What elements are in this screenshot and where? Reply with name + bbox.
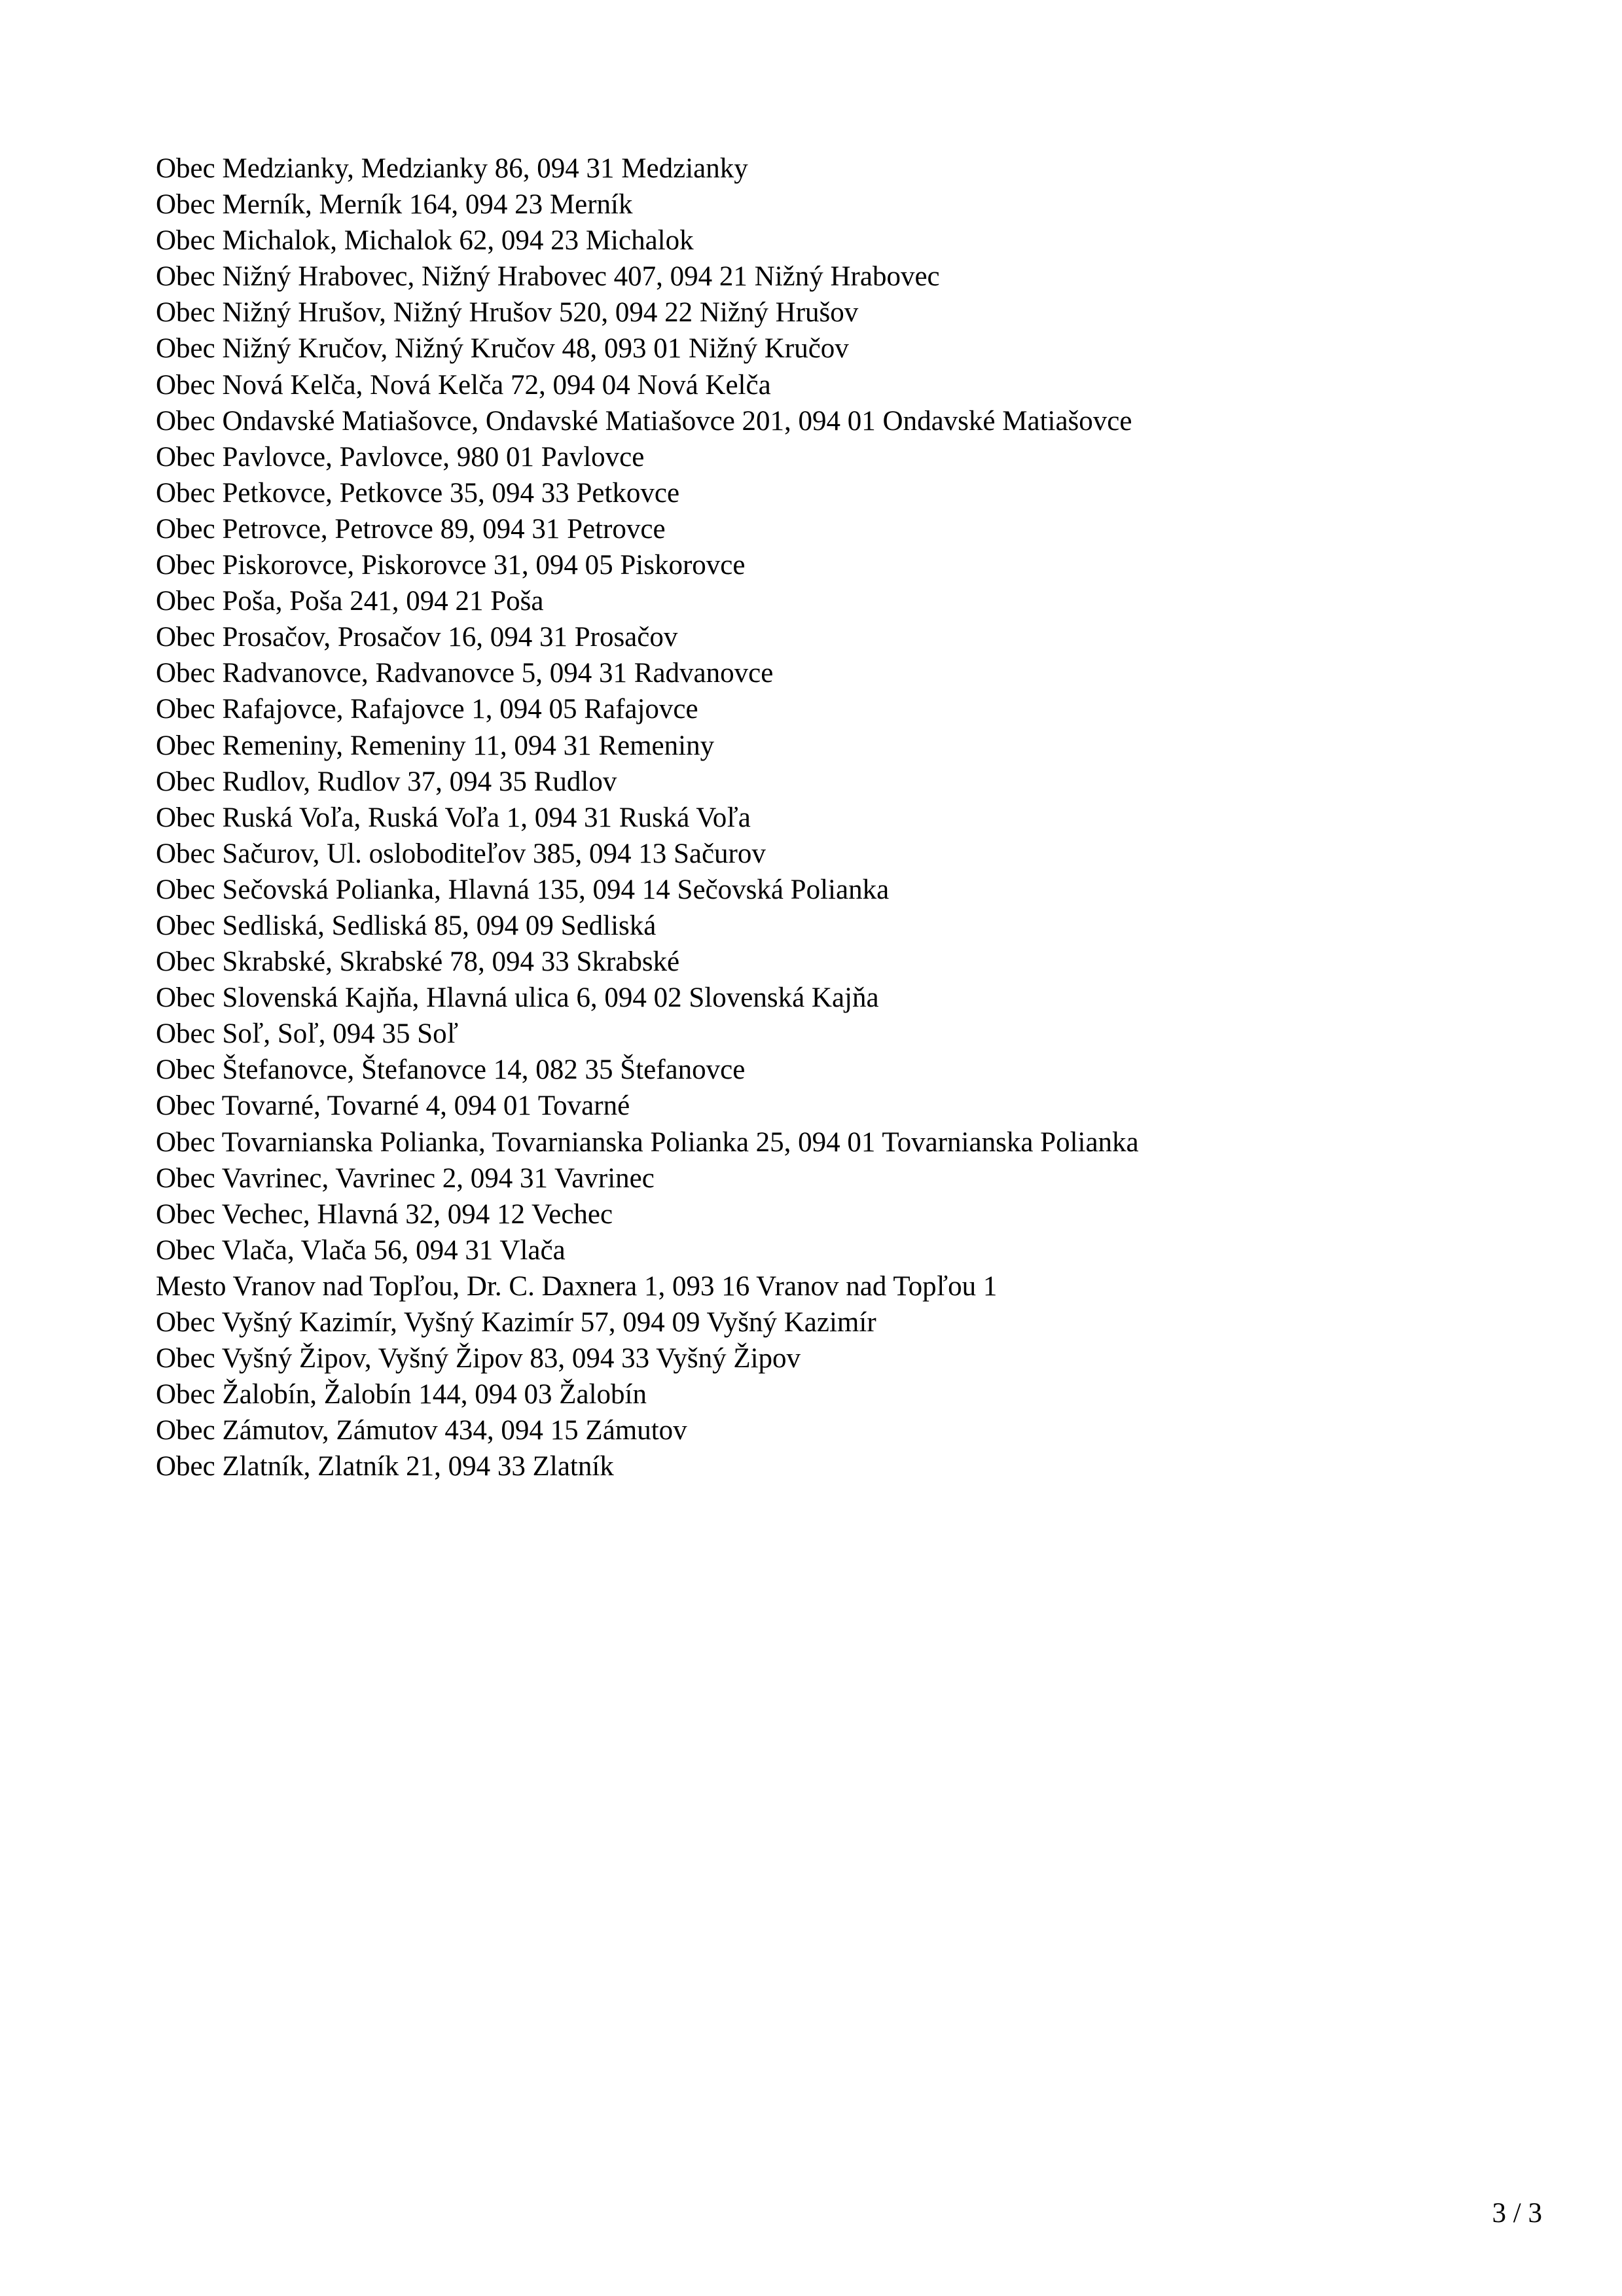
address-entry: Obec Pavlovce, Pavlovce, 980 01 Pavlovce — [156, 441, 645, 473]
address-entry: Obec Nová Kelča, Nová Kelča 72, 094 04 Nová Kelča — [156, 369, 771, 401]
address-entry: Obec Žalobín, Žalobín 144, 094 03 Žalobín — [156, 1379, 647, 1410]
address-entry: Obec Radvanovce, Radvanovce 5, 094 31 Radvanovce — [156, 658, 774, 689]
address-entry: Obec Michalok, Michalok 62, 094 23 Michalok — [156, 225, 694, 257]
address-entry: Obec Sedliská, Sedliská 85, 094 09 Sedliská — [156, 910, 657, 941]
address-entry: Obec Petrovce, Petrovce 89, 094 31 Petrovce — [156, 513, 666, 545]
address-entry: Obec Ruská Voľa, Ruská Voľa 1, 094 31 Ruská Voľa — [156, 802, 751, 833]
address-entry: Mesto Vranov nad Topľou, Dr. C. Daxnera 1, 093 16 Vranov nad Topľou 1 — [156, 1270, 998, 1302]
address-entry: Obec Medzianky, Medzianky 86, 094 31 Medzianky — [156, 153, 748, 184]
address-entry: Obec Nižný Hrabovec, Nižný Hrabovec 407, 094 21 Nižný Hrabovec — [156, 261, 940, 293]
address-entry: Obec Sečovská Polianka, Hlavná 135, 094 14 Sečovská Polianka — [156, 874, 890, 905]
address-entry: Obec Ondavské Matiašovce, Ondavské Matiašovce 201, 094 01 Ondavské Matiašovce — [156, 405, 1132, 437]
address-entry: Obec Slovenská Kajňa, Hlavná ulica 6, 094 02 Slovenská Kajňa — [156, 982, 879, 1014]
address-entry: Obec Štefanovce, Štefanovce 14, 082 35 Štefanovce — [156, 1054, 746, 1086]
page-number: 3 / 3 — [1492, 2198, 1542, 2229]
address-entry: Obec Sačurov, Ul. osloboditeľov 385, 094 13 Sačurov — [156, 838, 766, 869]
address-entry: Obec Rudlov, Rudlov 37, 094 35 Rudlov — [156, 766, 617, 797]
address-entry: Obec Merník, Merník 164, 094 23 Merník — [156, 189, 633, 221]
address-entry: Obec Nižný Kručov, Nižný Kručov 48, 093 01 Nižný Kručov — [156, 333, 849, 365]
address-entry: Obec Poša, Poša 241, 094 21 Poša — [156, 586, 544, 617]
address-entry: Obec Nižný Hrušov, Nižný Hrušov 520, 094 22 Nižný Hrušov — [156, 297, 859, 329]
address-entry: Obec Zlatník, Zlatník 21, 094 33 Zlatník — [156, 1451, 614, 1482]
address-entry: Obec Vyšný Žipov, Vyšný Žipov 83, 094 33 Vyšný Žipov — [156, 1343, 801, 1374]
address-entry: Obec Prosačov, Prosačov 16, 094 31 Prosačov — [156, 622, 678, 653]
address-entry: Obec Tovarnianska Polianka, Tovarnianska Polianka 25, 094 01 Tovarnianska Polianka — [156, 1126, 1139, 1158]
address-entry: Obec Tovarné, Tovarné 4, 094 01 Tovarné — [156, 1090, 630, 1122]
address-entry: Obec Vlača, Vlača 56, 094 31 Vlača — [156, 1234, 566, 1266]
address-entry: Obec Remeniny, Remeniny 11, 094 31 Remeniny — [156, 730, 715, 761]
address-entry: Obec Vavrinec, Vavrinec 2, 094 31 Vavrinec — [156, 1162, 655, 1194]
address-entry: Obec Soľ, Soľ, 094 35 Soľ — [156, 1018, 459, 1050]
address-entry: Obec Zámutov, Zámutov 434, 094 15 Zámutov — [156, 1415, 687, 1446]
address-entry: Obec Vechec, Hlavná 32, 094 12 Vechec — [156, 1198, 613, 1230]
address-entry: Obec Piskorovce, Piskorovce 31, 094 05 Piskorovce — [156, 550, 746, 581]
address-entry: Obec Skrabské, Skrabské 78, 094 33 Skrabské — [156, 946, 680, 978]
address-entry: Obec Rafajovce, Rafajovce 1, 094 05 Rafajovce — [156, 694, 698, 725]
address-entry: Obec Petkovce, Petkovce 35, 094 33 Petkovce — [156, 477, 680, 509]
address-list — [156, 151, 1530, 1484]
address-entry: Obec Vyšný Kazimír, Vyšný Kazimír 57, 094 09 Vyšný Kazimír — [156, 1307, 876, 1338]
